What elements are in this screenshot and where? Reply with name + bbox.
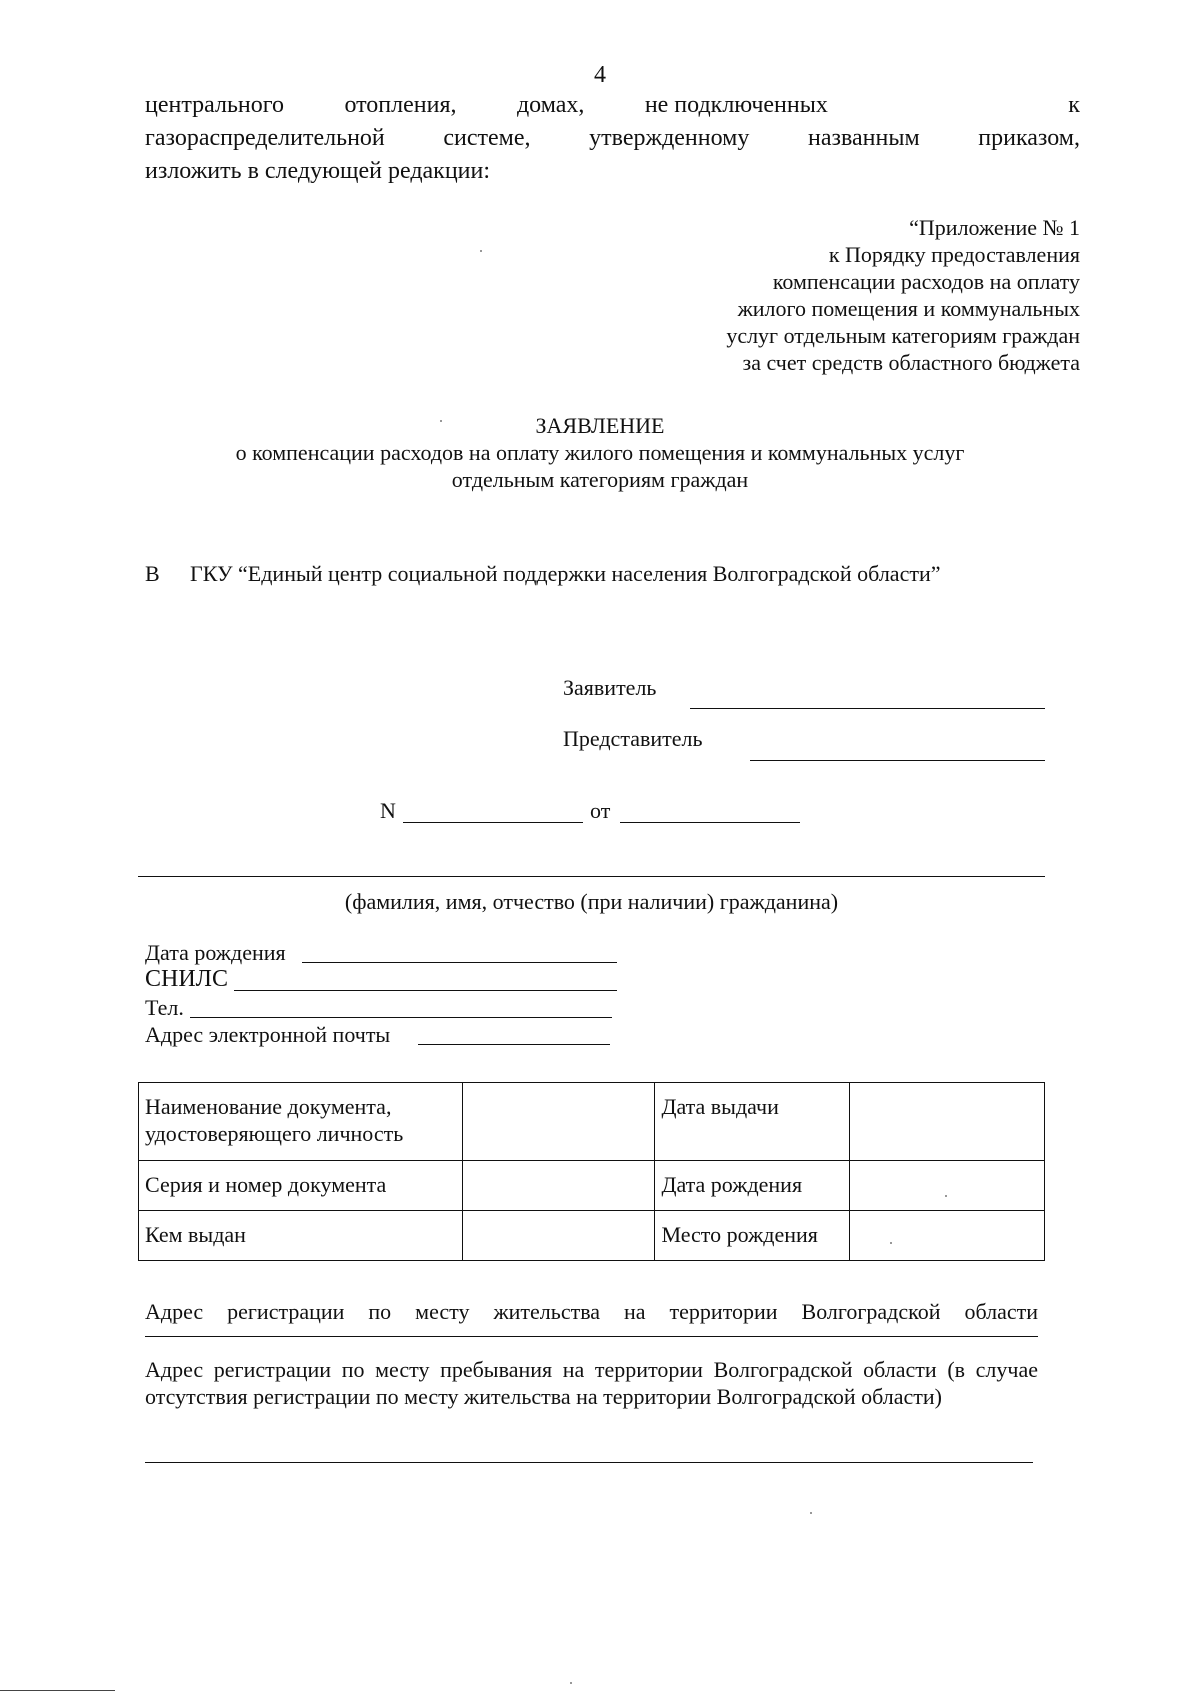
intro-word: домах, <box>516 92 585 118</box>
appendix-line: услуг отдельным категориям граждан <box>726 323 1080 348</box>
snils-label: СНИЛС <box>145 966 228 992</box>
snils-field[interactable] <box>234 990 617 991</box>
addressee-name: ГКУ “Единый центр социальной поддержки населения Волгоградской области” <box>190 561 941 586</box>
table-cell-label: Кем выдан <box>139 1211 463 1261</box>
intro-line-1 <box>145 90 1080 120</box>
scan-speck <box>890 1242 892 1244</box>
heading-title: ЗАЯВЛЕНИЕ <box>535 413 665 438</box>
residence-address-field[interactable] <box>145 1336 1038 1337</box>
phone-label: Тел. <box>145 995 184 1020</box>
table-row <box>139 1083 1045 1161</box>
intro-word: системе, <box>443 125 531 151</box>
table-cell-value[interactable] <box>850 1211 1045 1261</box>
intro-word: названным <box>807 125 920 151</box>
application-heading <box>100 412 1100 493</box>
fullname-field[interactable] <box>138 876 1045 877</box>
intro-line-2 <box>145 123 1080 153</box>
phone-field[interactable] <box>190 1017 612 1018</box>
appendix-line: “Приложение № 1 <box>909 215 1080 240</box>
number-label: N <box>380 798 396 823</box>
applicant-label: Заявитель <box>563 675 657 700</box>
date-label: от <box>590 798 611 823</box>
intro-word: центрального <box>145 92 284 118</box>
appendix-block <box>600 214 1080 376</box>
intro-line-3: изложить в следующей редакции: <box>145 158 491 184</box>
table-cell-value[interactable] <box>462 1211 655 1261</box>
residence-address-label: Адрес регистрации по месту жительства на территории Волгоградской области <box>145 1299 1038 1324</box>
heading-line: о компенсации расходов на оплату жилого помещения и коммунальных услуг <box>235 440 965 465</box>
intro-word: отопления, <box>344 92 457 118</box>
appendix-line: жилого помещения и коммунальных <box>737 296 1080 321</box>
number-field[interactable] <box>403 822 583 823</box>
scan-edge-mark <box>0 1690 115 1691</box>
intro-word: не подключенных <box>644 92 828 118</box>
id-document-table <box>138 1082 1045 1261</box>
addressee-prefix: В <box>145 561 160 586</box>
applicant-field[interactable] <box>690 708 1045 709</box>
table-row <box>139 1161 1045 1211</box>
appendix-line: за счет средств областного бюджета <box>742 350 1080 375</box>
table-cell-value[interactable] <box>850 1083 1045 1161</box>
stay-address-field[interactable] <box>145 1462 1033 1463</box>
date-field[interactable] <box>620 822 800 823</box>
scan-speck <box>570 1682 572 1684</box>
heading-line: отдельным категориям граждан <box>451 467 749 492</box>
email-field[interactable] <box>418 1044 610 1045</box>
scan-speck <box>440 420 442 422</box>
birth-date-label: Дата рождения <box>145 940 286 965</box>
appendix-line: компенсации расходов на оплату <box>772 269 1080 294</box>
fullname-caption: (фамилия, имя, отчество (при наличии) гражданина) <box>344 889 839 914</box>
table-cell-label: Наименование документа, удостоверяющего личность <box>139 1083 463 1161</box>
table-cell-label: Дата рождения <box>655 1161 850 1211</box>
page-number: 4 <box>594 62 606 88</box>
email-label: Адрес электронной почты <box>145 1022 391 1047</box>
intro-word: приказом, <box>978 125 1080 151</box>
scan-speck <box>810 1512 812 1514</box>
representative-field[interactable] <box>750 760 1045 761</box>
table-cell-value[interactable] <box>462 1083 655 1161</box>
intro-word: к <box>1068 92 1080 118</box>
scan-speck <box>945 1195 947 1197</box>
table-row <box>139 1211 1045 1261</box>
table-cell-label: Дата выдачи <box>655 1083 850 1161</box>
table-cell-label: Серия и номер документа <box>139 1161 463 1211</box>
representative-label: Представитель <box>563 726 703 751</box>
table-cell-value[interactable] <box>850 1161 1045 1211</box>
birth-date-field[interactable] <box>302 962 617 963</box>
intro-word: утвержденному <box>589 125 750 151</box>
appendix-line: к Порядку предоставления <box>828 242 1080 267</box>
scan-speck <box>480 250 482 252</box>
intro-word: газораспределительной <box>145 125 385 151</box>
stay-address-label: Адрес регистрации по месту пребывания на территории Волгоградской области (в случае отсутствия регистрации по месту жительства на территории Волгоградской области) <box>145 1357 1038 1409</box>
table-cell-value[interactable] <box>462 1161 655 1211</box>
table-cell-label: Место рождения <box>655 1211 850 1261</box>
